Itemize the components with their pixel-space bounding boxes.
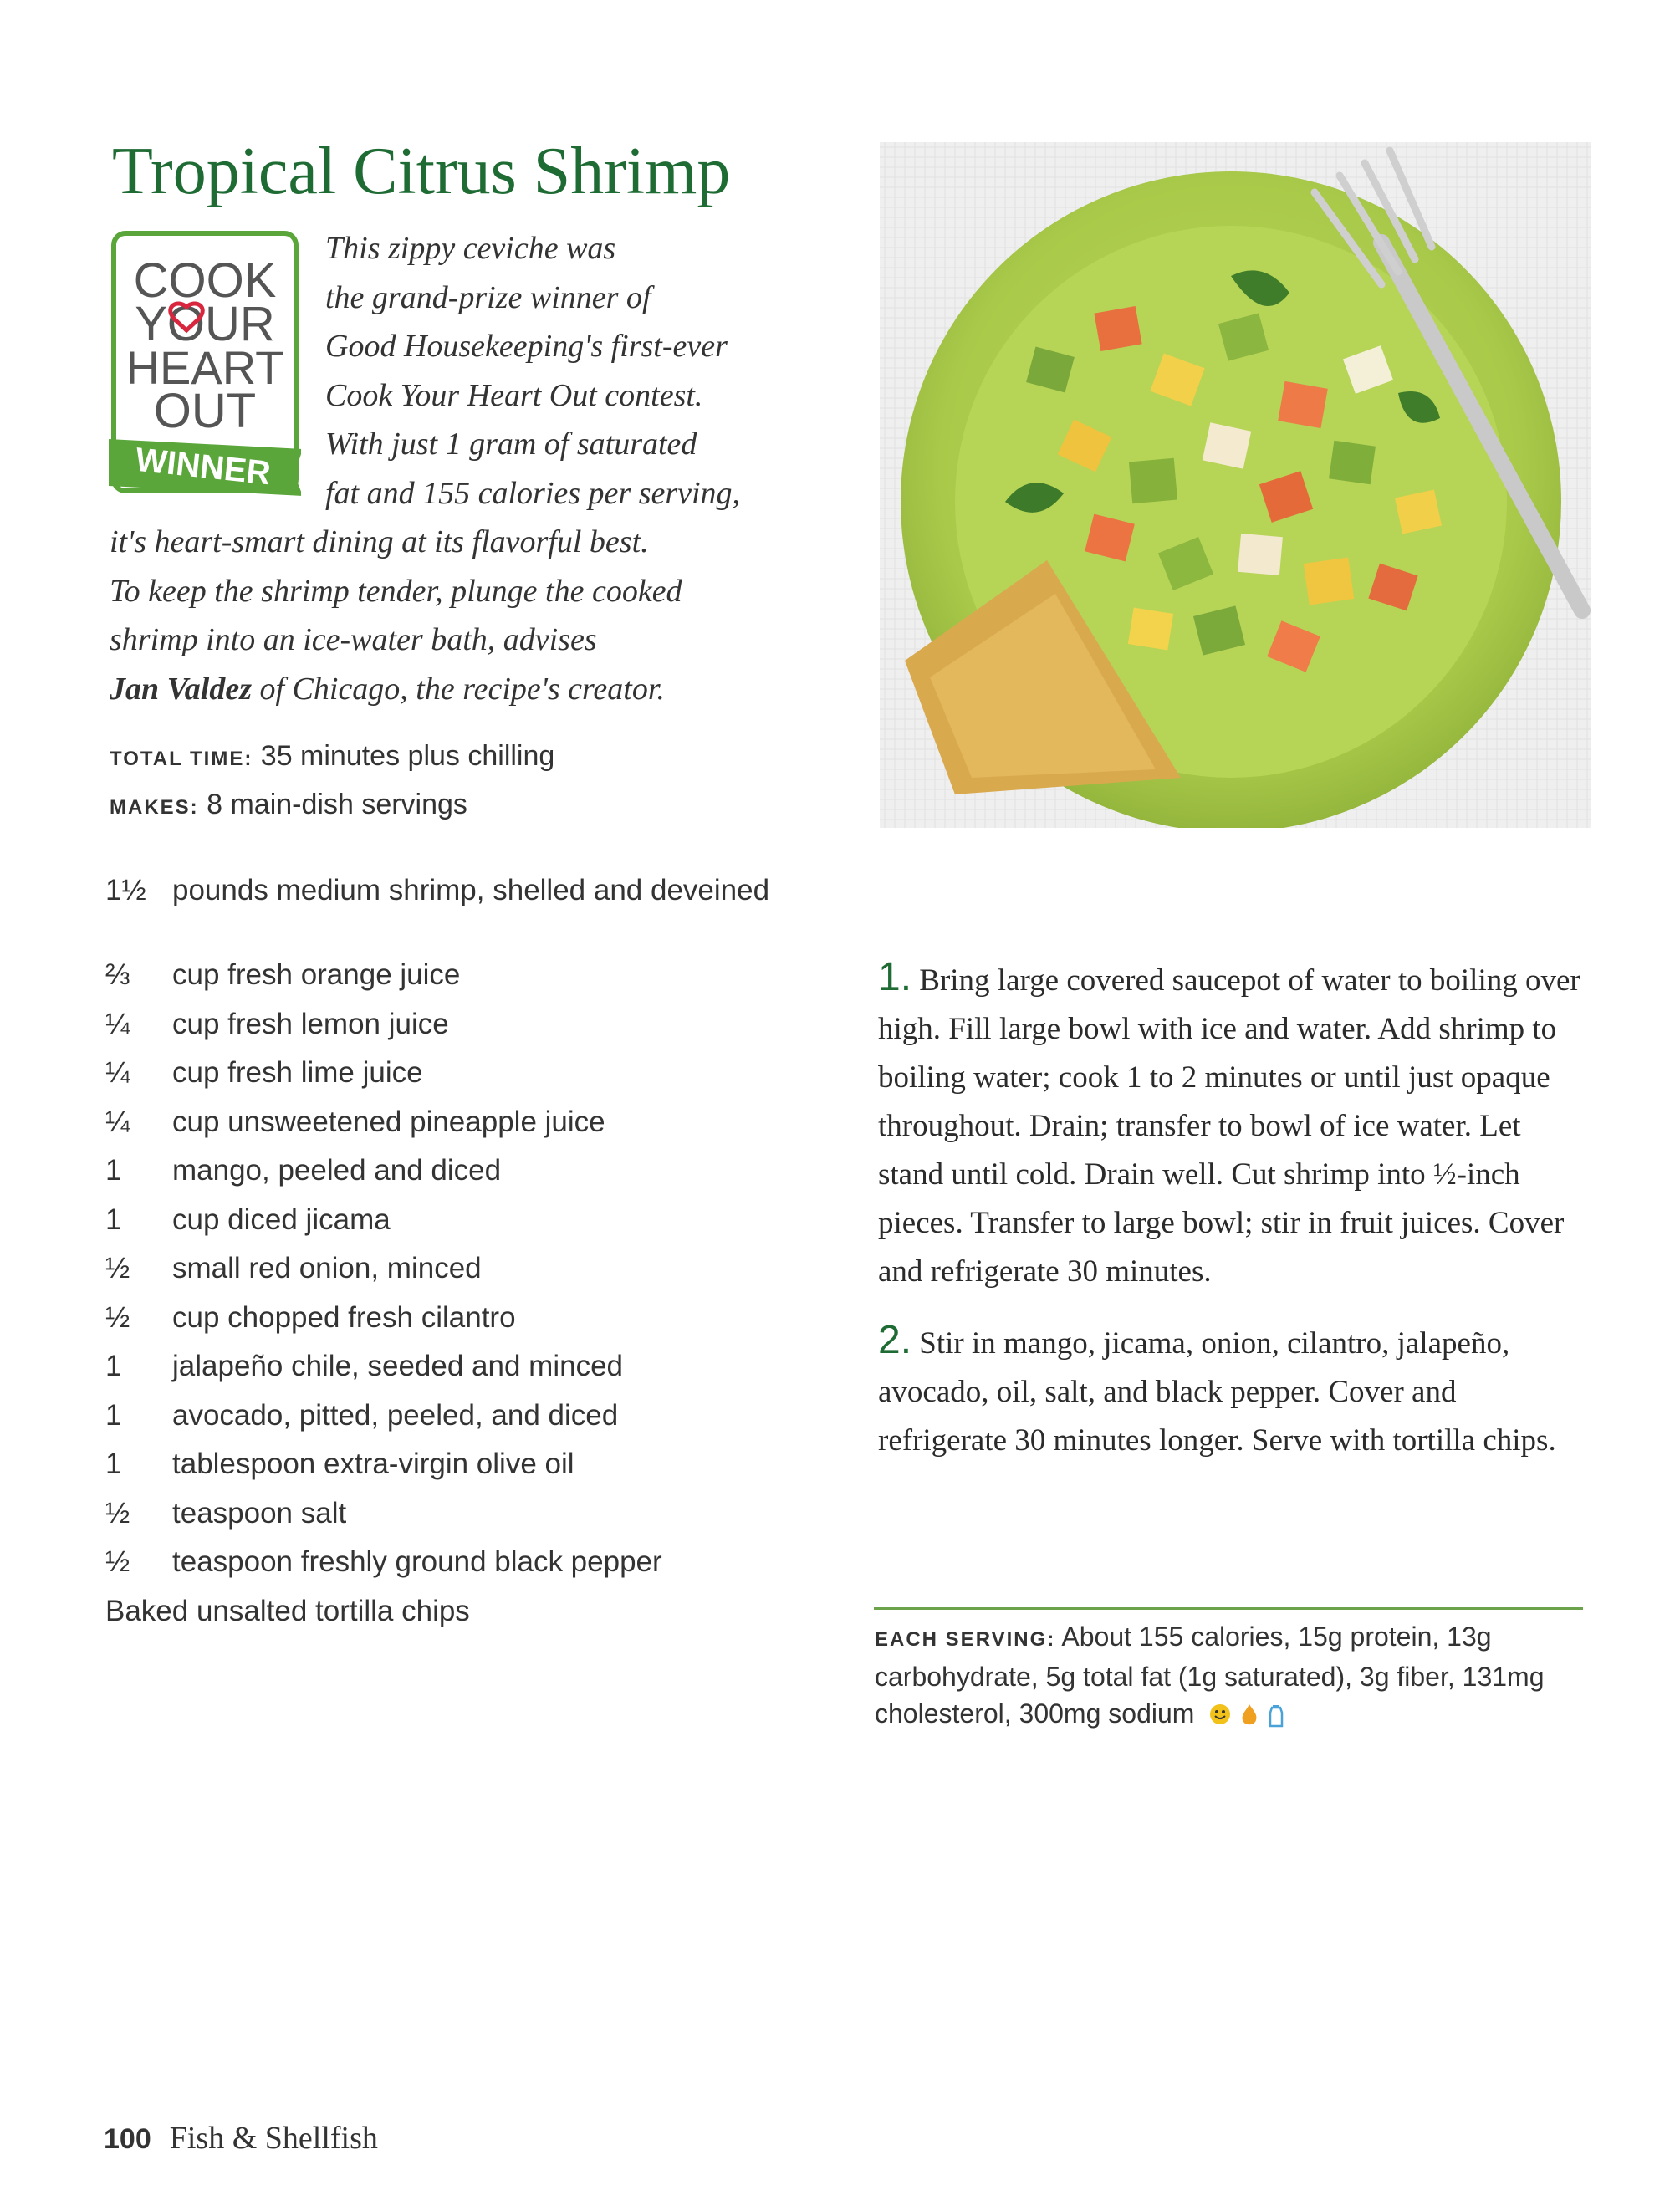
step-text: Bring large covered saucepot of water to boiling over high. Fill large bowl with ice and water. Add shrimp to boiling water; cook 1 to 2 minutes or until just opaque throughout. Drain; transfer to bowl of ice water. Let stand until cold. Drain well. Cut shrimp into ½-inch pieces. Transfer to large bowl; stir in fruit juices. Cover and refrigerate 30 minutes. (878, 963, 1580, 1289)
intro-line: To keep the shrimp tender, plunge the cooked (110, 573, 682, 609)
ingredient-item: ¼ cup fresh lemon juice (105, 1007, 449, 1040)
ingredient-item: 1 cup diced jicama (105, 1203, 391, 1236)
section-name: Fish & Shellfish (169, 2121, 378, 2156)
badge-line-cook: COOK (133, 253, 277, 308)
page-footer (104, 2120, 378, 2157)
badge-line-out: OUT (153, 384, 257, 438)
intro-line: This zippy ceviche was (325, 231, 616, 266)
nutrition-info (875, 1618, 1594, 1732)
step-number: 2. (878, 1318, 912, 1362)
ingredient-item: 1½ pounds medium shrimp, shelled and deveined (105, 874, 770, 906)
ingredient-item: 1 avocado, pitted, peeled, and diced (105, 1398, 619, 1432)
step-number: 1. (878, 955, 912, 999)
nutrition-divider (874, 1607, 1583, 1610)
ingredient-item: ½ teaspoon salt (105, 1496, 347, 1530)
ingredient-item: ½ teaspoon freshly ground black pepper (105, 1545, 662, 1578)
intro-line: it's heart-smart dining at its flavorful best. (110, 524, 649, 559)
step-text: Stir in mango, jicama, onion, cilantro, jalapeño, avocado, oil, salt, and black pepper. Cover and refrigerate 30 minutes longer. Serve with tortilla chips. (878, 1326, 1556, 1458)
makes-value: 8 main-dish servings (207, 789, 467, 820)
ingredient-list (105, 872, 808, 1642)
total-time-label: TOTAL TIME: (110, 748, 253, 770)
intro-line: Good Housekeeping's first-ever (325, 329, 728, 364)
salt-shaker-icon (1267, 1703, 1285, 1729)
intro-line: the grand-prize winner of (325, 279, 651, 315)
ingredient-item: ¼ cup fresh lime juice (105, 1056, 423, 1089)
total-time (110, 740, 695, 773)
intro-line: fat and 155 calories per serving, (325, 475, 741, 511)
ingredient-item: ⅔ cup fresh orange juice (105, 958, 461, 991)
page-number: 100 (104, 2123, 151, 2155)
recipe-intro (110, 224, 804, 713)
step-2 (878, 1316, 1589, 1465)
badge-line-heart: HEART (125, 341, 284, 394)
nutrition-text: About 155 calories, 15g protein, 13g carbohydrate, 5g total fat (1g saturated), 3g fiber, 131mg cholesterol, 300mg sodium (875, 1621, 1545, 1729)
recipe-steps (878, 953, 1589, 1485)
smiley-icon (1208, 1703, 1232, 1726)
intro-line: Jan Valdez of Chicago, the recipe's creator. (110, 671, 665, 707)
flame-icon (1240, 1703, 1259, 1728)
total-time-value: 35 minutes plus chilling (260, 740, 555, 772)
nutrition-label: EACH SERVING: (875, 1628, 1056, 1651)
ingredient-item: ¼ cup unsweetened pineapple juice (105, 1105, 605, 1138)
makes-label: MAKES: (110, 796, 199, 819)
badge-ribbon: WINNER (133, 441, 273, 493)
ingredient-item: Baked unsalted tortilla chips (105, 1594, 470, 1627)
ingredient-item: ½ small red onion, minced (105, 1252, 482, 1284)
badge-line-your: YOUR (135, 297, 275, 351)
recipe-title: Tropical Citrus Shrimp (112, 135, 731, 208)
ingredient-item: 1 tablespoon extra-virgin olive oil (105, 1448, 574, 1480)
step-1 (878, 953, 1589, 1296)
dish-photo (880, 142, 1591, 828)
intro-line: With just 1 gram of saturated (325, 426, 697, 462)
intro-line: shrimp into an ice-water bath, advises (110, 622, 597, 657)
makes (110, 789, 695, 821)
recipe-creator: Jan Valdez (110, 671, 252, 707)
ingredient-item: ½ cup chopped fresh cilantro (105, 1300, 516, 1334)
ingredient-item: 1 mango, peeled and diced (105, 1154, 502, 1187)
intro-line: Cook Your Heart Out contest. (325, 377, 703, 413)
ingredient-item: 1 jalapeño chile, seeded and minced (105, 1350, 623, 1382)
